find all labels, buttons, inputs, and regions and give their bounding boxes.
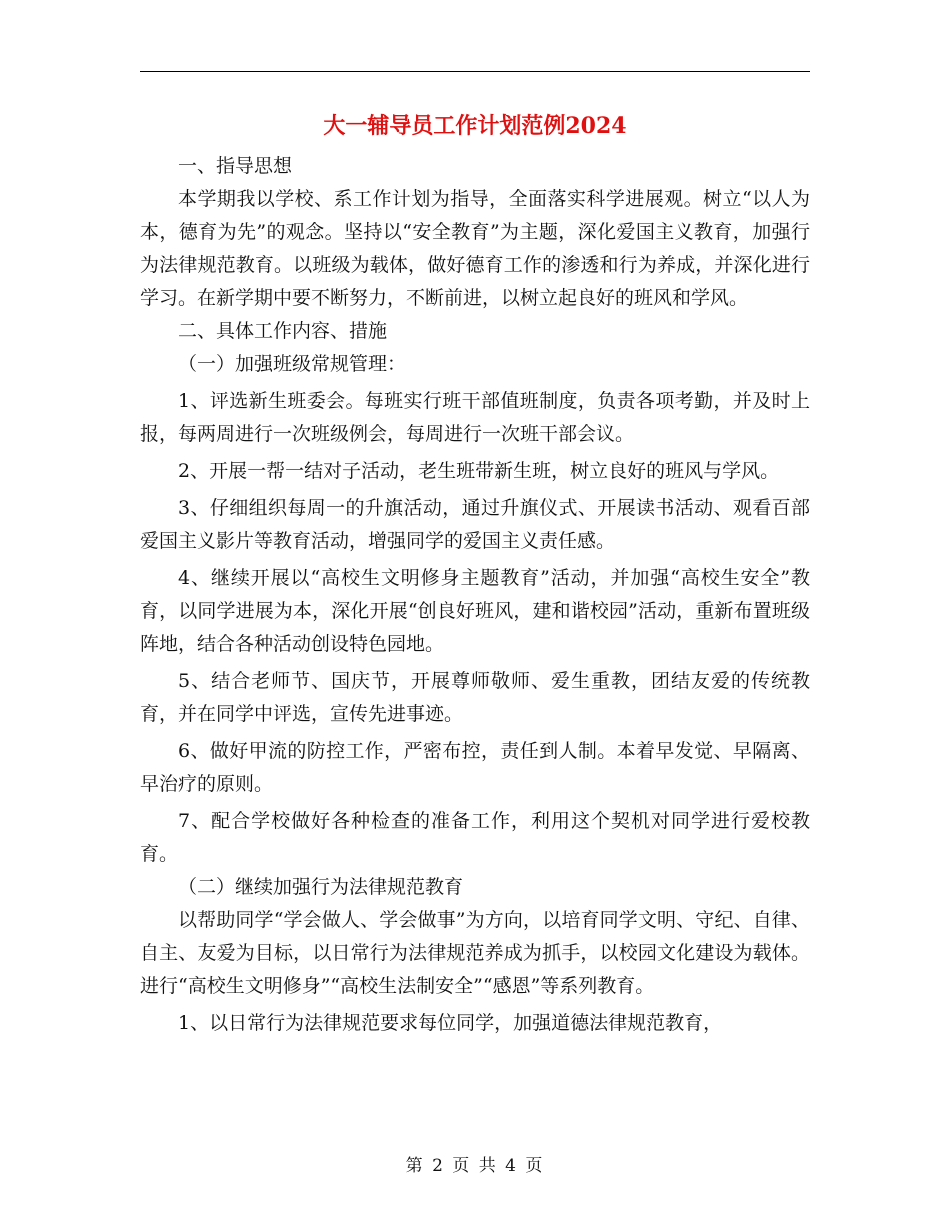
list-item-behavior-1: 1、以日常行为法律规范要求每位同学，加强道德法律规范教育， <box>178 1012 723 1034</box>
list-item-3: 3、仔细组织每周一的升旗活动，通过升旗仪式、开展读书活动、观看百部爱国主义影片等教育活动，增强同学的爱国主义责任感。 <box>140 497 810 552</box>
page-number: 第 2 页 共 4 页 <box>405 1156 545 1176</box>
list-item-2: 2、开展一帮一结对子活动，老生班带新生班，树立良好的班风与学风。 <box>178 460 780 482</box>
list-item-1: 1、评选新生班委会。每班实行班干部值班制度，负责各项考勤，并及时上报，每两周进行一次班级例会，每周进行一次班干部会议。 <box>140 390 810 445</box>
list-item-5: 5、结合老师节、国庆节，开展尊师敬师、爱生重教，团结友爱的传统教育，并在同学中评选，宣传先进事迹。 <box>140 670 810 725</box>
document-title: 大一辅导员工作计划范例2024 <box>323 113 627 139</box>
paragraph-behavior-education: 以帮助同学“学会做人、学会做事”为方向，以培育同学文明、守纪、自律、自主、友爱为目标，以日常行为法律规范养成为抓手，以校园文化建设为载体。进行“高校生文明修身”“高校生法制安全”“感恩”等系列教育。 <box>140 909 810 997</box>
header-rule <box>140 71 810 72</box>
subheading-behavior-education: （二）继续加强行为法律规范教育 <box>178 876 464 898</box>
section-heading-work-content: 二、具体工作内容、措施 <box>178 320 388 342</box>
section-heading-guiding-ideology: 一、指导思想 <box>178 155 293 177</box>
paragraph-guiding-ideology: 本学期我以学校、系工作计划为指导，全面落实科学进展观。树立“以人为本，德育为先”的观念。坚持以“安全教育”为主题，深化爱国主义教育，加强行为法律规范教育。以班级为载体，做好德育工作的渗透和行为养成，并深化进行学习。在新学期中要不断努力，不断前进，以树立起良好的班风和学风。 <box>140 188 810 309</box>
subheading-class-management: （一）加强班级常规管理： <box>178 353 407 375</box>
list-item-6: 6、做好甲流的防控工作，严密布控，责任到人制。本着早发觉、早隔离、早治疗的原则。 <box>140 740 810 795</box>
list-item-4: 4、继续开展以“高校生文明修身主题教育”活动，并加强“高校生安全”教育，以同学进展为本，深化开展“创良好班风，建和谐校园”活动，重新布置班级阵地，结合各种活动创设特色园地。 <box>140 567 810 655</box>
list-item-7: 7、配合学校做好各种检查的准备工作，利用这个契机对同学进行爱校教育。 <box>140 810 810 865</box>
document-body <box>140 150 810 1040</box>
